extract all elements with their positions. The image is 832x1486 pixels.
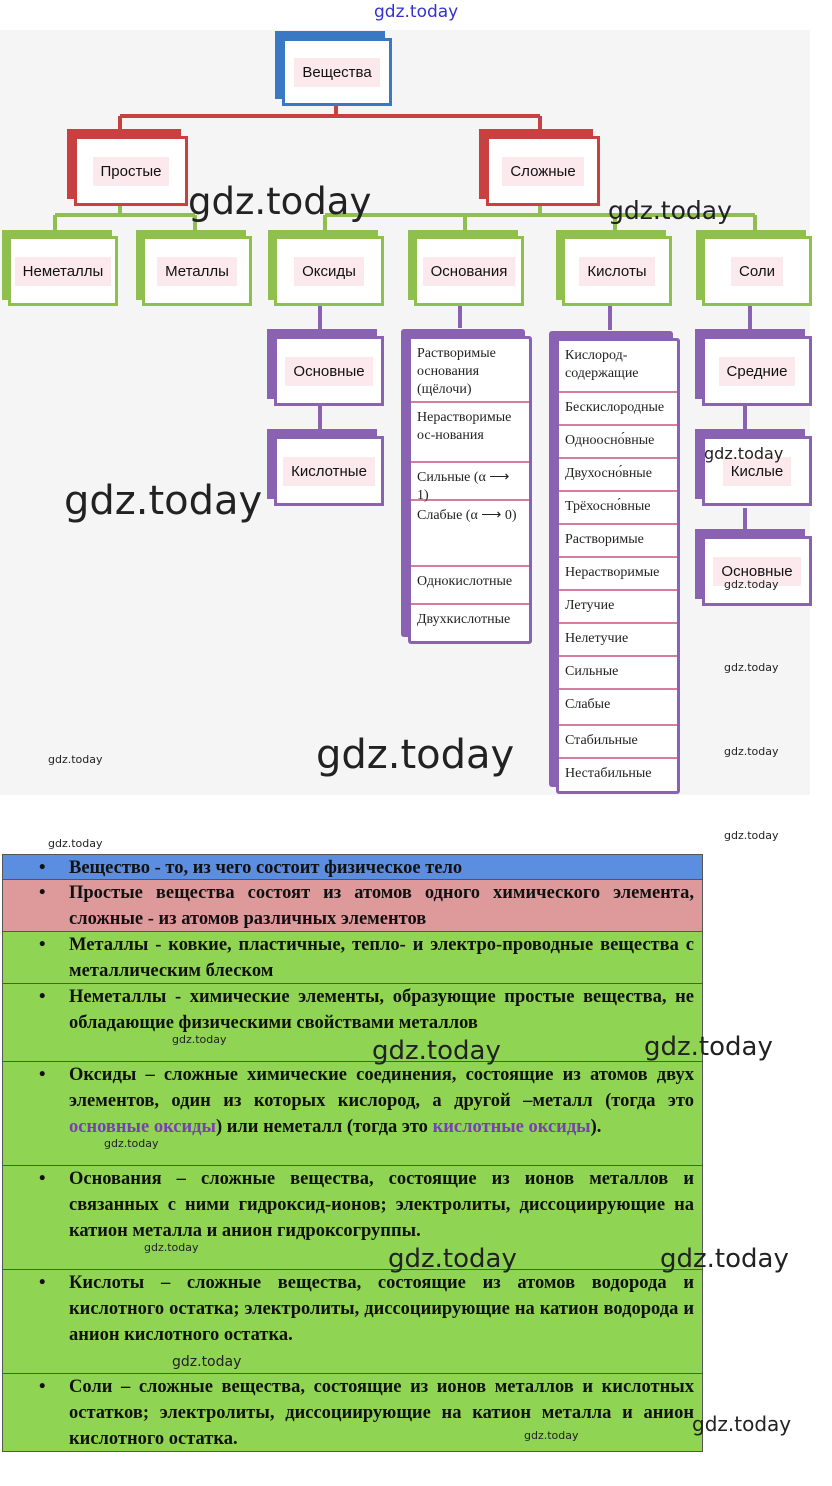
watermark: gdz.today: [172, 1354, 242, 1370]
definition-text-b: ) или неметалл (тогда это: [215, 1117, 433, 1137]
acids-item: Бескислородные: [559, 393, 677, 426]
node-acid-salts-label: Кислые: [723, 457, 792, 486]
acids-item: Нелетучие: [559, 624, 677, 657]
definition-text: Металлы - ковкие, пластичные, тепло- и электро-проводные вещества с металлическим блеском: [69, 935, 694, 981]
definition-row: [2, 1166, 703, 1270]
acids-item: Одноосно́вные: [559, 426, 677, 459]
node-complex: [486, 136, 600, 206]
node-acids-label: Кислоты: [579, 257, 654, 286]
bases-item: Растворимые основания (щёлочи): [411, 339, 529, 403]
acids-item: Кислород-содержащие: [559, 341, 677, 393]
definition-text-c: ).: [590, 1117, 602, 1137]
definition-row: [2, 854, 703, 880]
bases-item: Слабые (α ⟶ 0): [411, 501, 529, 567]
definition-row: [2, 1374, 703, 1452]
bases-list: [408, 336, 532, 644]
bullet: •: [39, 1377, 46, 1397]
node-salts-label: Соли: [731, 257, 783, 286]
definition-row: [2, 932, 703, 984]
acids-item: Нестабильные: [565, 766, 652, 781]
node-acids: [562, 236, 672, 306]
node-basic-salts-label: Основные: [713, 557, 800, 586]
definition-text-a: Оксиды – сложные химические соединения, состоящие из атомов двух элементов, один из которых кислород, а другой –металл (тогда это: [69, 1065, 694, 1111]
node-simple: [74, 136, 188, 206]
acids-list: [556, 338, 680, 794]
watermark: gdz.today: [724, 578, 779, 591]
bullet: •: [39, 935, 46, 955]
node-substances-label: Вещества: [294, 58, 379, 87]
node-metals: [142, 236, 252, 306]
bullet: •: [39, 1065, 46, 1085]
node-oxides-label: Оксиды: [294, 257, 364, 286]
acidic-oxides-term: кислотные оксиды: [432, 1117, 591, 1137]
watermark-top: gdz.today: [374, 2, 459, 22]
node-oxides: [274, 236, 384, 306]
watermark: gdz.today: [692, 1412, 792, 1436]
node-basic-oxides-label: Основные: [285, 357, 372, 386]
definition-text: Кислоты – сложные вещества, состоящие из атомов водорода и кислотного остатка; электролиты, диссоциирующие на катион водорода и анион кислотного остатка.: [69, 1273, 694, 1345]
definition-row: [2, 1062, 703, 1166]
watermark: gdz.today: [172, 1033, 227, 1046]
watermark: gdz.today: [704, 444, 784, 463]
node-acidic-oxides-label: Кислотные: [283, 457, 375, 486]
watermark: gdz.today: [188, 180, 372, 223]
definition-text: Неметаллы - химические элементы, образующие простые вещества, не обладающие физическими свойствами металлов: [69, 987, 694, 1033]
watermark: gdz.today: [64, 478, 263, 524]
bullet: •: [39, 883, 46, 903]
node-substances: [282, 38, 392, 106]
acids-item: Растворимые: [559, 525, 677, 558]
watermark: gdz.today: [724, 661, 779, 674]
node-complex-label: Сложные: [502, 157, 583, 186]
bullet: •: [39, 987, 46, 1007]
watermark: gdz.today: [48, 753, 103, 766]
definition-row: [2, 880, 703, 932]
acids-item: Нерастворимые: [559, 558, 677, 591]
definition-text: Простые вещества состоят из атомов одного химического элемента, сложные - из атомов различных элементов: [69, 883, 694, 929]
acids-item: Летучие: [559, 591, 677, 624]
basic-oxides-term: основные оксиды: [69, 1117, 216, 1137]
watermark: gdz.today: [388, 1244, 517, 1274]
definition-text: Соли – сложные вещества, состоящие из ионов металлов и кислотных остатков; электролиты, диссоциирующие на катион металла и анион кислотного остатка.: [69, 1377, 694, 1449]
watermark: gdz.today: [372, 1036, 501, 1066]
watermark: gdz.today: [644, 1032, 773, 1062]
node-basic-salts: [702, 536, 812, 606]
definitions-table: [2, 854, 703, 1452]
node-bases-label: Основания: [423, 257, 516, 286]
acids-item: Стабильные: [559, 726, 677, 759]
bases-item: Однокислотные: [411, 567, 529, 605]
bases-item: Нерастворимые ос-нования: [411, 403, 529, 463]
node-nonmetals: [8, 236, 118, 306]
definition-text: Вещество - то, из чего состоит физическое тело: [69, 858, 463, 878]
acids-item: Трёхосно́вные: [559, 492, 677, 525]
node-acidic-oxides: [274, 436, 384, 506]
bullet: •: [39, 1273, 46, 1293]
watermark: gdz.today: [316, 732, 515, 778]
definition-row: [2, 984, 703, 1062]
acids-item: Двухосно́вные: [559, 459, 677, 492]
watermark: gdz.today: [608, 196, 732, 225]
node-salts: [702, 236, 812, 306]
definition-row: [2, 1270, 703, 1374]
bullet: •: [39, 1169, 46, 1189]
watermark: gdz.today: [48, 837, 103, 850]
bases-item: Двухкислотные: [417, 612, 511, 627]
node-bases: [414, 236, 524, 306]
acids-item: Сильные: [559, 657, 677, 690]
node-basic-oxides: [274, 336, 384, 406]
watermark: gdz.today: [724, 745, 779, 758]
watermark: gdz.today: [660, 1244, 789, 1274]
acids-item: Слабые: [559, 690, 677, 726]
watermark: gdz.today: [144, 1241, 199, 1254]
node-nonmetals-label: Неметаллы: [15, 257, 112, 286]
node-normal-salts: [702, 336, 812, 406]
watermark: gdz.today: [104, 1137, 159, 1150]
node-simple-label: Простые: [93, 157, 170, 186]
bullet: •: [39, 858, 46, 878]
watermark: gdz.today: [524, 1429, 579, 1442]
node-metals-label: Металлы: [157, 257, 237, 286]
watermark: gdz.today: [724, 829, 779, 842]
bases-item: Сильные (α ⟶ 1): [411, 463, 529, 501]
node-normal-salts-label: Средние: [719, 357, 796, 386]
definition-text: Основания – сложные вещества, состоящие из ионов металлов и связанных с ними гидроксид-ионов; электролиты, диссоциирующие на катион металла и анион гидроксогруппы.: [69, 1169, 694, 1241]
